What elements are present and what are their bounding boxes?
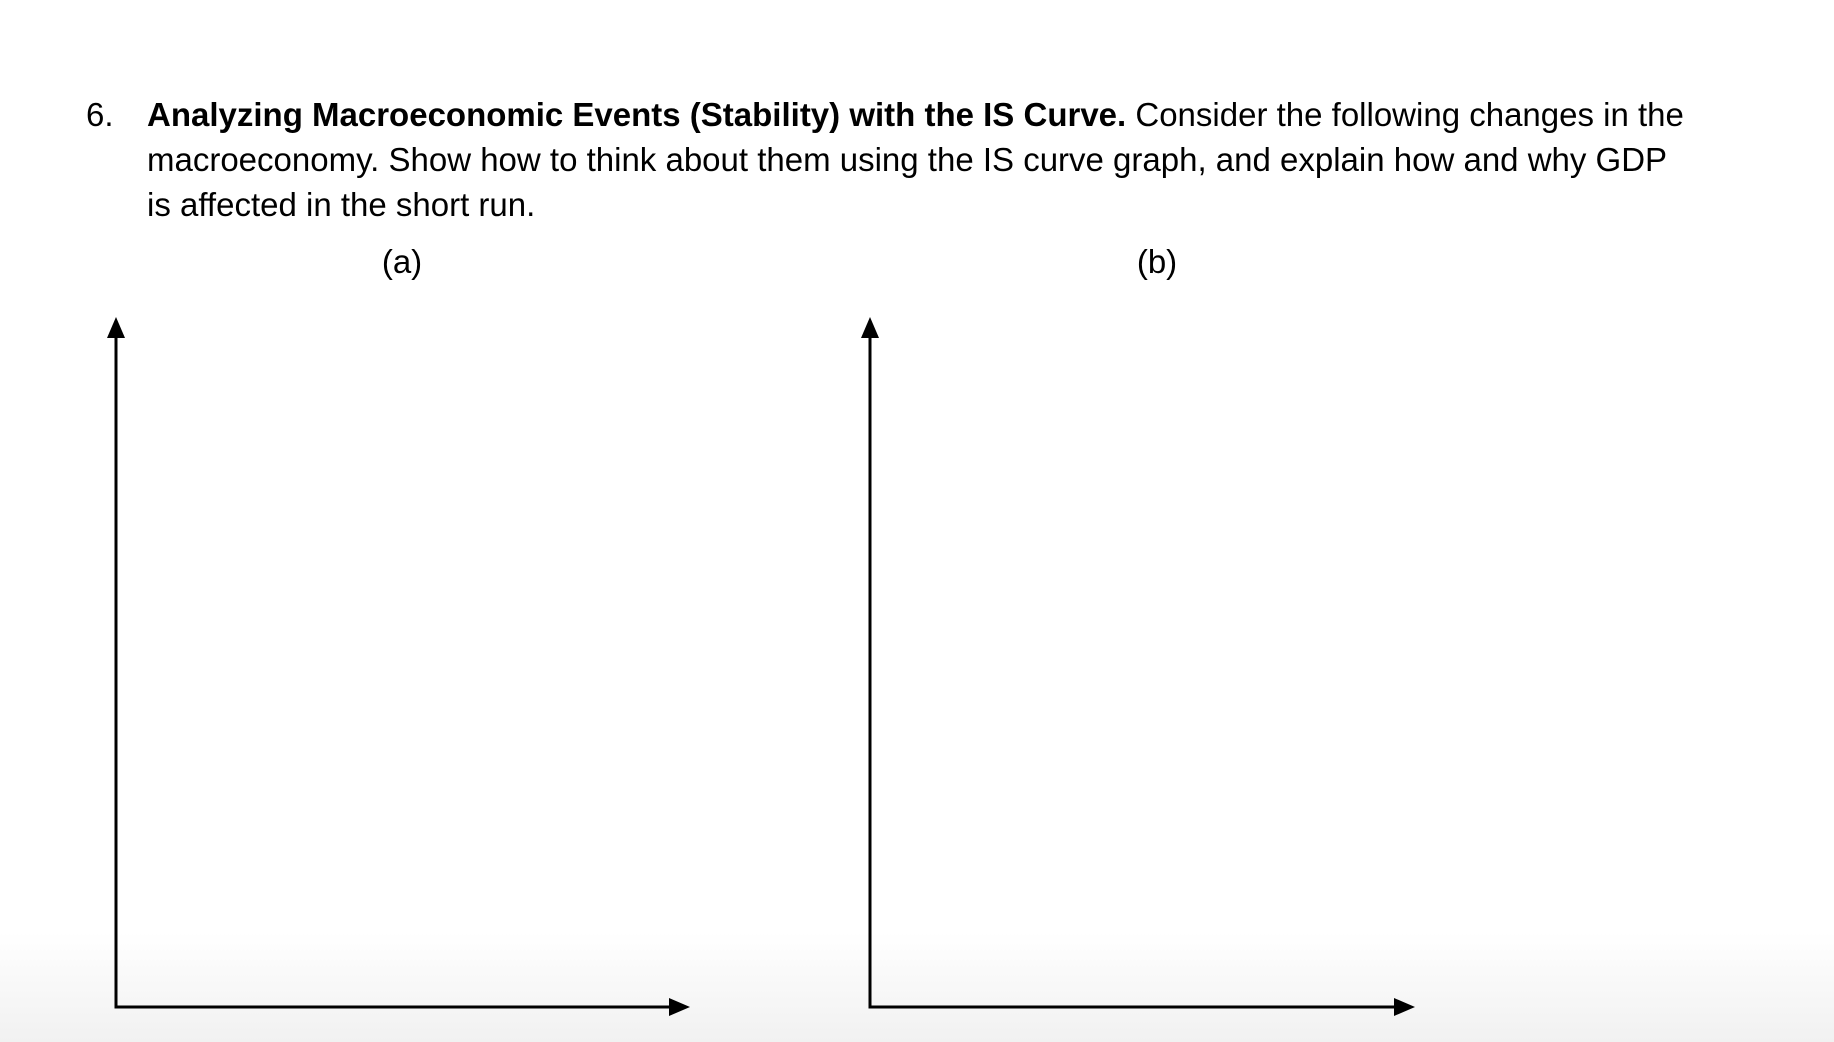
- graph-b-label: (b): [1136, 243, 1178, 280]
- graph-a-y-arrowhead: [107, 317, 125, 338]
- graph-b-x-arrowhead: [1394, 998, 1415, 1016]
- graph-a-x-arrowhead: [669, 998, 690, 1016]
- question-body: Consider the following changes in the macroeconomy. Show how to think about them using the IS curve graph, and explain how and why GDP is affected in the short run.: [147, 96, 1684, 223]
- graph-a-label: (a): [381, 243, 423, 280]
- graph-b-y-arrowhead: [861, 317, 879, 338]
- graph-a-axes: [107, 317, 690, 1016]
- question-number: 6.: [86, 96, 114, 133]
- question-title: Analyzing Macroeconomic Events (Stability) with the IS Curve.: [147, 96, 1127, 133]
- graph-b-axes: [861, 317, 1415, 1016]
